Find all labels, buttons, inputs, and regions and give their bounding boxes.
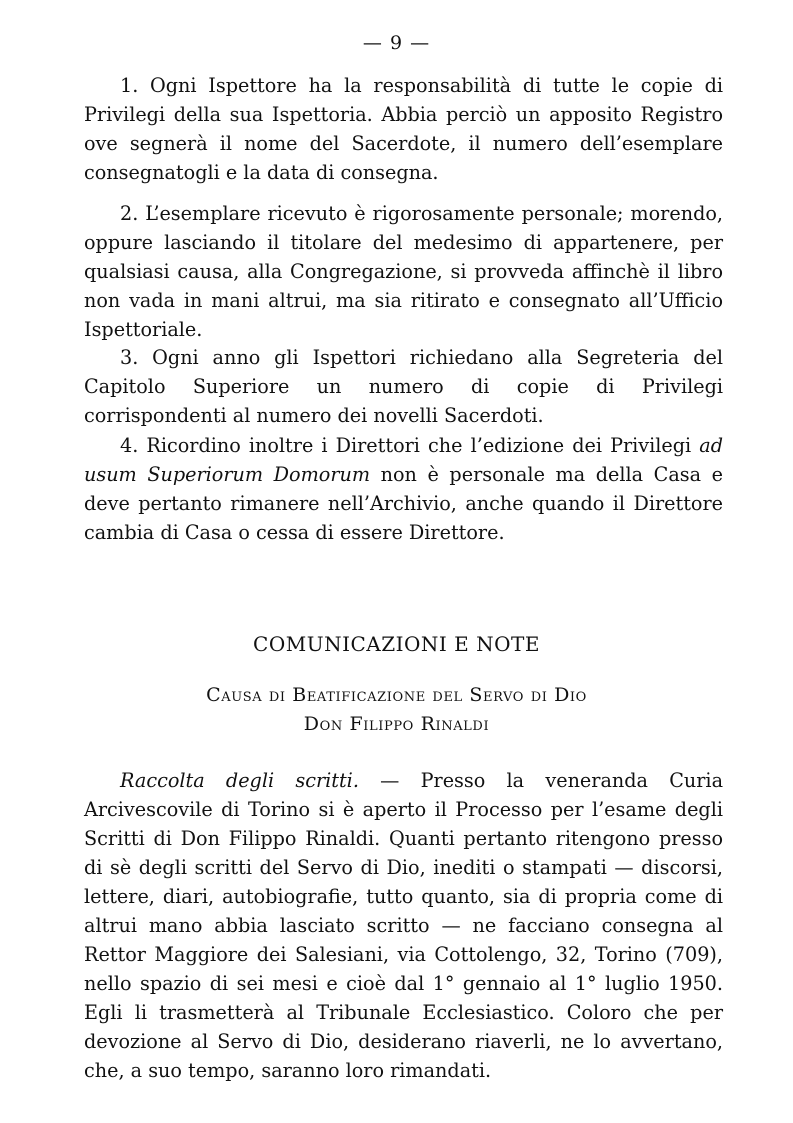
paragraph-2-container [84, 199, 723, 344]
paragraph-1: 1. Ogni Ispettore ha la responsabilità di tutte le copie di Privilegi della sua Ispettoria. Abbia perciò un apposito Registro ove segnerà il nome del Sacerdote, il numero dell’esemplare consegnatogli e la data di consegna. [84, 74, 723, 184]
final-paragraph-text: — Presso la veneranda Curia Arcivescovile di Torino si è aperto il Processo per l’esame degli Scritti di Don Filippo Rinaldi. Quanti pertanto ritengono presso di sè degli scritti del Servo di Dio, inediti o stampati — discorsi, lettere, diari, autobiografie, tutto quanto, sia di propria come di altrui mano abbia lasciato scritto — ne facciano consegna al Rettor Maggiore dei Salesiani, via Cottolengo, 32, Torino (709), nello spazio di sei mesi e cioè dal 1° gennaio al 1° luglio 1950. Egli li trasmetterà al Tribunale Ecclesiastico. Coloro che per devozione al Servo di Dio, desiderano riaverli, ne lo avvertano, che, a suo tempo, saranno loro rimandati. [84, 769, 724, 1082]
paragraph-4 [84, 431, 723, 547]
paragraph-4-italic-phrase: ad usum Superiorum Domorum [84, 434, 723, 486]
paragraph-4-container [84, 431, 723, 547]
paragraph-4-text-before: 4. Ricordino inoltre i Direttori che l’edizione dei Privilegi [120, 434, 700, 457]
subtitle-line-1: Causa di Beatificazione del Servo di Dio [206, 684, 587, 706]
section-title: COMUNICAZIONI E NOTE [253, 632, 540, 656]
paragraph-4-text-after: non è personale ma della Casa e deve pertanto rimanere nell’Archivio, anche quando il Direttore cambia di Casa o cessa di essere Direttore. [84, 463, 724, 544]
page-number: — 9 — [362, 32, 431, 54]
subtitle-line-2: Don Filippo Rinaldi [303, 713, 490, 735]
final-paragraph-lead: Raccolta degli scritti. [120, 769, 359, 792]
paragraph-3-container [84, 343, 723, 430]
paragraph-1-container [84, 71, 723, 187]
final-paragraph-container [84, 766, 723, 1085]
paragraph-2: 2. L’esemplare ricevuto è rigorosamente personale; morendo, oppure lasciando il titolare del medesimo di appartenere, per qualsiasi causa, alla Congregazione, si provveda affinchè il libro non vada in mani altrui, ma sia ritirato e consegnato all’Ufficio Ispettoriale. [84, 202, 723, 341]
paragraph-3: 3. Ogni anno gli Ispettori richiedano alla Segreteria del Capitolo Superiore un numero di copie di Privilegi corrispondenti al numero dei novelli Sacerdoti. [84, 346, 723, 427]
final-paragraph [84, 766, 723, 1085]
